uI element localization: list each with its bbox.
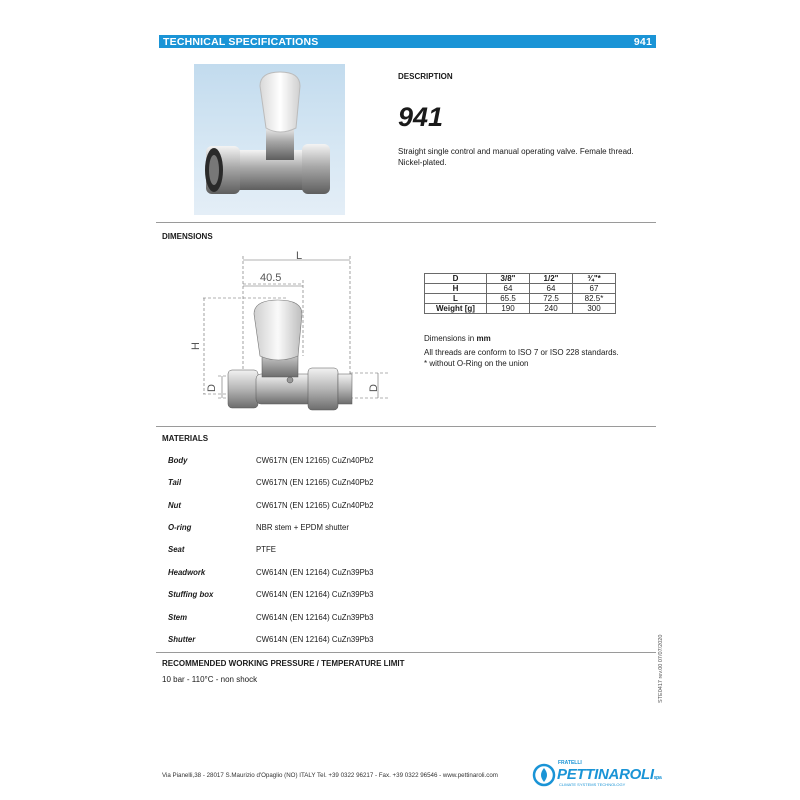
material-value: NBR stem + EPDM shutter: [256, 523, 349, 532]
revision-code: STE0417 rev.00 07/07/2020: [658, 634, 664, 703]
valve-dimension-svg: [198, 248, 398, 423]
dimensions-table: [424, 273, 616, 314]
material-value: CW617N (EN 12165) CuZn40Pb2: [256, 501, 374, 510]
logo-tagline: CLIMATE SYSTEMS TECHNOLOGY: [559, 782, 626, 787]
material-part: Seat: [168, 545, 185, 554]
divider: [156, 426, 656, 427]
label-H: H: [189, 342, 202, 350]
table-cell: 240: [530, 304, 573, 314]
header-code: 941: [633, 35, 652, 48]
working-pressure-text: 10 bar - 110°C - non shock: [162, 675, 258, 684]
logo-main-text: [557, 766, 661, 783]
unit-note-prefix: Dimensions in: [424, 334, 477, 343]
logo-small-text: FRATELLI: [558, 760, 582, 766]
divider: [156, 222, 656, 223]
threads-note: All threads are conform to ISO 7 or ISO 228 standards.: [424, 348, 619, 357]
dimension-drawing: [189, 248, 398, 423]
material-value: CW614N (EN 12164) CuZn39Pb3: [256, 635, 374, 644]
table-cell: 1/2": [530, 274, 573, 284]
dimensions-unit-note: [424, 333, 491, 344]
table-row: [425, 304, 616, 314]
table-cell: 190: [487, 304, 530, 314]
company-logo: [532, 760, 660, 790]
material-value: PTFE: [256, 545, 276, 554]
material-value: CW614N (EN 12164) CuZn39Pb3: [256, 613, 374, 622]
label-D-left: D: [205, 384, 218, 392]
material-part: Headwork: [168, 568, 206, 577]
material-part: Stem: [168, 613, 188, 622]
header-bar: [159, 35, 656, 48]
working-pressure-title: RECOMMENDED WORKING PRESSURE / TEMPERATURE LIMIT: [162, 659, 405, 668]
table-header-row: [425, 274, 616, 284]
label-D-right: D: [367, 384, 380, 392]
label-L: L: [296, 250, 303, 262]
header-title: TECHNICAL SPECIFICATIONS: [163, 35, 319, 48]
label-40-5: 40.5: [260, 272, 282, 284]
material-part: Body: [168, 456, 188, 465]
valve-photo-illustration: [194, 64, 345, 215]
table-cell: 3/8": [487, 274, 530, 284]
material-value: CW617N (EN 12165) CuZn40Pb2: [256, 456, 374, 465]
table-cell: 300: [573, 304, 616, 314]
table-cell: 64: [530, 284, 573, 294]
material-part: Tail: [168, 478, 182, 487]
materials-title: MATERIALS: [162, 434, 209, 443]
table-cell: 82.5*: [573, 294, 616, 304]
table-cell: 64: [487, 284, 530, 294]
description-title: DESCRIPTION: [398, 72, 453, 81]
model-number: 941: [398, 102, 444, 132]
table-cell: D: [425, 274, 487, 284]
table-cell: ¾"*: [573, 274, 616, 284]
table-cell: H: [425, 284, 487, 294]
oring-note: * without O-Ring on the union: [424, 359, 529, 368]
material-part: Nut: [168, 501, 181, 510]
table-cell: 67: [573, 284, 616, 294]
table-cell: 72.5: [530, 294, 573, 304]
material-part: Shutter: [168, 635, 196, 644]
material-value: CW614N (EN 12164) CuZn39Pb3: [256, 590, 374, 599]
product-photo: [194, 64, 345, 215]
material-part: Stuffing box: [168, 590, 214, 599]
footer-address: Via Pianelli,38 - 28017 S.Maurizio d'Opaglio (NO) ITALY Tel. +39 0322 96217 - Fax. +39 0322 96546 - www.pettinaroli.com: [162, 772, 498, 779]
material-value: CW617N (EN 12165) CuZn40Pb2: [256, 478, 374, 487]
logo-suffix: spa: [653, 775, 662, 781]
table-cell: 65.5: [487, 294, 530, 304]
dimensions-title: DIMENSIONS: [162, 232, 213, 241]
divider: [156, 652, 656, 653]
material-part: O-ring: [168, 523, 192, 532]
material-value: CW614N (EN 12164) CuZn39Pb3: [256, 568, 374, 577]
logo-mark-icon: [532, 763, 556, 787]
logo-name: PETTINAROLI: [557, 766, 654, 783]
unit-note-unit: mm: [476, 334, 491, 343]
table-cell: L: [425, 294, 487, 304]
table-row: [425, 294, 616, 304]
table-cell: Weight [g]: [425, 304, 487, 314]
table-row: [425, 284, 616, 294]
description-text: Straight single control and manual operating valve. Female thread. Nickel-plated.: [398, 147, 634, 167]
